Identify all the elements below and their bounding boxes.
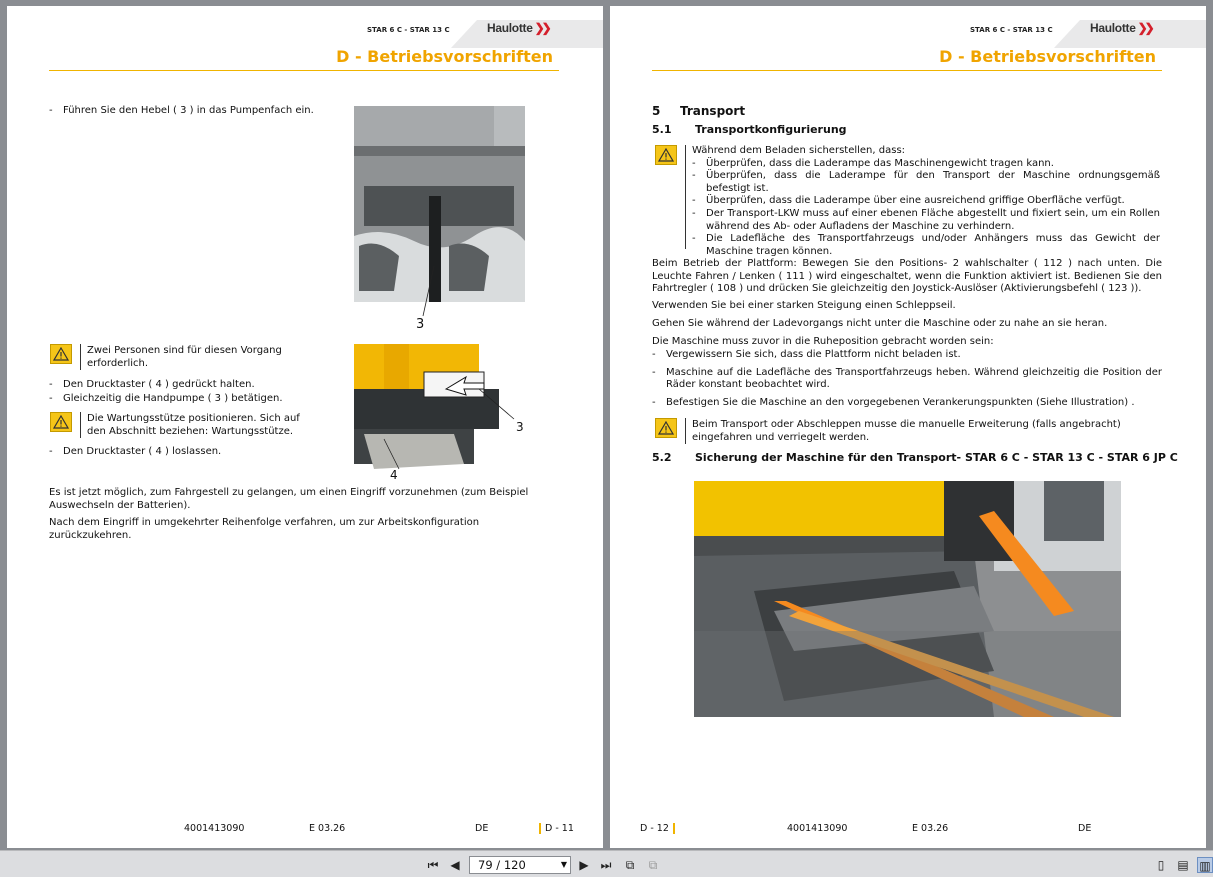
heading-transport-config: Transportkonfigurierung (695, 123, 847, 136)
paste-page-icon[interactable]: ⧉ (648, 858, 658, 872)
header-rule (49, 70, 559, 71)
step-insert-lever: - Führen Sie den Hebel ( 3 ) in das Pumpenfach ein. (49, 105, 314, 116)
list-item: - Überprüfen, dass die Laderampe das Maschinengewicht tragen kann. (692, 157, 1054, 169)
previous-page-button[interactable]: ◀ (450, 858, 460, 872)
para-reverse-order: Nach dem Eingriff in umgekehrter Reihenfolge verfahren, um zur Arbeitskonfiguration zurückzukehren. (49, 517, 480, 541)
header-rule (652, 70, 1162, 71)
figure-pump-lever (354, 106, 525, 331)
para-tow-rope: Verwenden Sie bei einer starken Steigung einen Schleppseil. (652, 300, 956, 311)
warning-extension: Beim Transport oder Abschleppen musse die manuelle Erweiterung (falls angebracht) eingefahren und verriegelt werden. (655, 418, 1160, 444)
list-item: - Befestigen Sie die Maschine an den vorgegebenen Verankerungspunkten (Siehe Illustration) . (652, 396, 1135, 408)
list-item: - Überprüfen, dass die Laderampe über eine ausreichend griffige Oberfläche verfügt. (692, 195, 1125, 207)
list-item: - Vergewissern Sie sich, dass die Plattform nicht beladen ist. (652, 349, 961, 360)
footer-page-number: D - 11 (539, 823, 574, 834)
warning-icon (655, 145, 677, 165)
footer-language: DE (475, 823, 489, 834)
single-page-view-icon[interactable]: ▯ (1157, 858, 1165, 872)
steps-pump: - Den Drucktaster ( 4 ) gedrückt halten. - Gleichzeitig die Handpumpe ( 3 ) betätigen. (49, 379, 283, 404)
para-platform-operation: Beim Betrieb der Plattform: Bewegen Sie den Positions- 2 wahlschalter ( 112 ) nach unten. Die Leuchte Fahren / Lenken ( 111 ) wird eingeschaltet, wenn die Funktion aktiviert ist. Bedienen Sie den Fahrtregler ( 108 ) und drücken Sie gleichzeitig den Joystick-Auslöser (Aktivierungsbefehl ( 123 )). (652, 258, 1162, 295)
page-number-input[interactable]: 79 / 120 ▼ (469, 856, 571, 874)
copy-page-icon[interactable]: ⧉ (625, 858, 635, 872)
list-rest-position (652, 349, 1162, 409)
para-chassis-access: Es ist jetzt möglich, zum Fahrgestell zu gelangen, um einen Eingriff vorzunehmen (zum Beispiel Auswechseln der Batterien). (49, 487, 529, 511)
heading-securing: Sicherung der Maschine für den Transport- STAR 6 C - STAR 13 C - STAR 6 JP C (695, 451, 1178, 464)
brand-logo: Haulotte ❯❯ (1090, 21, 1152, 35)
brand-logo: Haulotte ❯❯ (487, 21, 549, 35)
next-page-button[interactable]: ▶ (579, 858, 589, 872)
viewer-toolbar (0, 850, 1213, 877)
figure-pump-button (354, 344, 529, 479)
footer-page-number: D - 12 (640, 823, 675, 834)
footer-edition: E 03.26 (912, 823, 949, 834)
two-page-view-icon[interactable]: ▥ (1197, 857, 1213, 873)
fig1-label: 3 (416, 317, 425, 331)
footer-doc-number: 4001413090 (184, 823, 245, 834)
list-item: - Maschine auf die Ladefläche des Transportfahrzeugs heben. Während gleichzeitig die Position der Räder konstant beobachtet wird. (652, 366, 1162, 391)
footer-language: DE (1078, 823, 1092, 834)
last-page-button[interactable]: ⏭ (600, 858, 612, 872)
page-right (610, 6, 1206, 848)
warning-loading-checks: Während dem Beladen sicherstellen, dass: - Überprüfen, dass die Laderampe das Maschinengewicht tragen kann. - Überprüfen, dass die Laderampe für den Transport der Maschine ordnungsgemäß befestigt ist. - Überprüfen, dass die Laderampe über eine ausreichend griffige Oberfläche verfügt. - Der Transport-LKW muss auf einer ebenen Fläche abgestellt und fixiert sein, um ein Rollen während des Ab- oder Aufladens der Maschine zu verhindern. - Die Ladefläche des Transportfahrzeugs und/oder Anhängers muss das Gewicht der Maschine tragen können. (655, 145, 1160, 249)
heading-transport-number: 5 (652, 104, 661, 118)
warning-icon (50, 412, 72, 432)
header-model: STAR 6 C - STAR 13 C (970, 26, 1053, 34)
page-left (7, 6, 603, 848)
header-model: STAR 6 C - STAR 13 C (367, 26, 450, 34)
continuous-view-icon[interactable]: ▤ (1177, 858, 1189, 872)
warning-icon (655, 418, 677, 438)
section-title: D - Betriebsvorschriften (336, 47, 553, 66)
warning-two-persons: Zwei Personen sind für diesen Vorgang erforderlich. (50, 344, 310, 370)
chevron-down-icon[interactable]: ▼ (560, 860, 567, 869)
warning-support: Die Wartungsstütze positionieren. Sich auf den Abschnitt beziehen: Wartungsstütze. (50, 412, 310, 438)
heading-transport-config-number: 5.1 (652, 123, 672, 136)
first-page-button[interactable]: ⏮ (427, 858, 439, 872)
footer-doc-number: 4001413090 (787, 823, 848, 834)
para-rest-position: Die Maschine muss zuvor in die Ruheposition gebracht worden sein: (652, 336, 994, 347)
step-release: - Den Drucktaster ( 4 ) loslassen. (49, 446, 222, 457)
list-item: - Die Ladefläche des Transportfahrzeugs und/oder Anhängers muss das Gewicht der Maschine tragen können. (692, 233, 1160, 257)
footer-edition: E 03.26 (309, 823, 346, 834)
fig2-label-4: 4 (390, 468, 398, 479)
list-item: - Überprüfen, dass die Laderampe für den Transport der Maschine ordnungsgemäß befestigt ist. (692, 170, 1160, 194)
section-title: D - Betriebsvorschriften (939, 47, 1156, 66)
para-stay-clear: Gehen Sie während der Ladevorgangs nicht unter die Maschine oder zu nahe an sie heran. (652, 318, 1108, 329)
warning-icon (50, 344, 72, 364)
list-item: - Der Transport-LKW muss auf einer ebenen Fläche abgestellt und fixiert sein, um ein Rollen während des Ab- oder Aufladens der Maschine zu verhindern. (692, 207, 1160, 232)
figure-transport-straps (694, 481, 1121, 717)
heading-securing-number: 5.2 (652, 451, 672, 464)
heading-transport: Transport (680, 104, 746, 118)
fig2-label-3: 3 (516, 420, 524, 434)
